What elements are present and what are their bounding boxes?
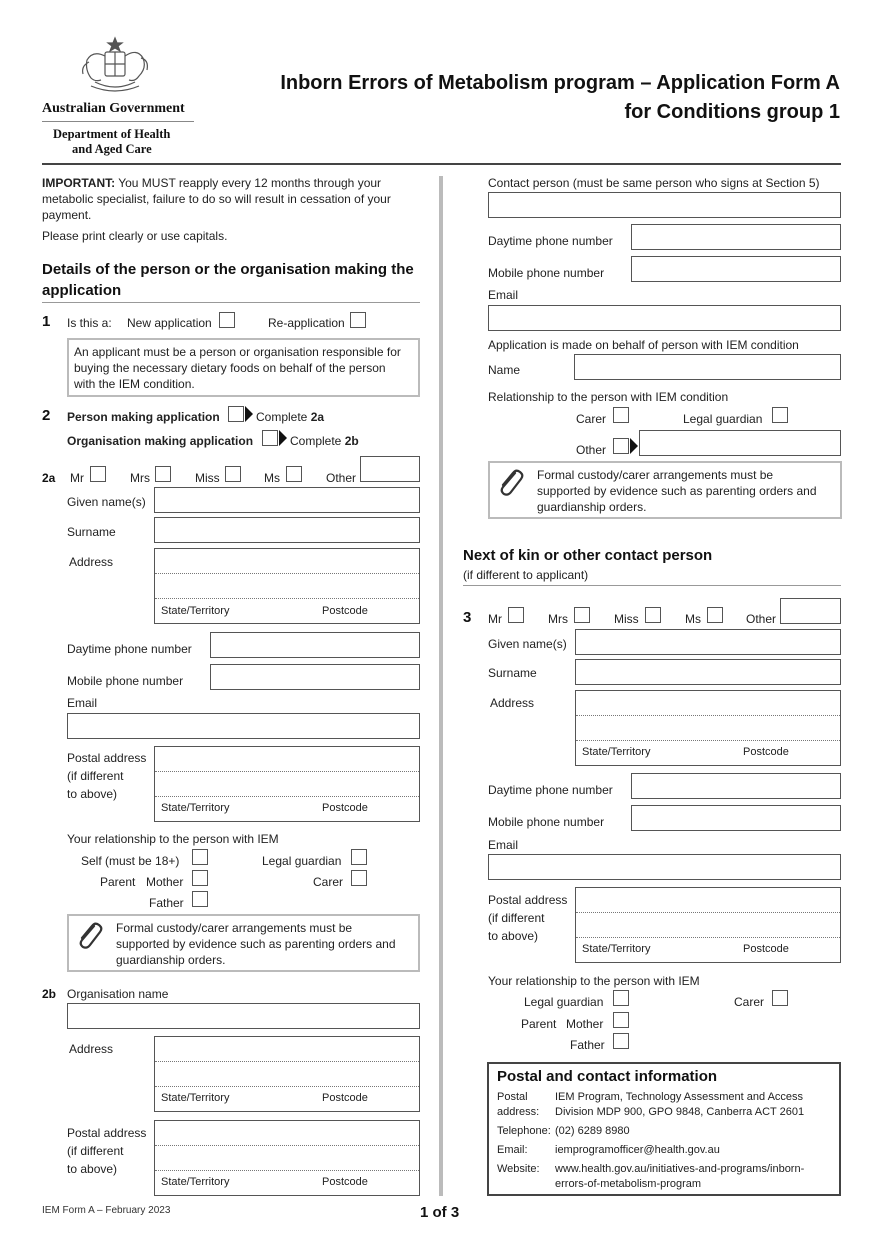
postal-state-label: State/Territory — [161, 802, 230, 814]
important-text-1: You MUST reapply every 12 months through your — [115, 176, 382, 190]
question-1-number: 1 — [42, 313, 51, 330]
behalf-legal-guardian-label: Legal guardian — [683, 412, 763, 426]
nok-rel-father-checkbox[interactable] — [613, 1033, 629, 1049]
org-postal-line-divider — [155, 1145, 419, 1146]
nok-email-field[interactable] — [488, 854, 841, 880]
page-number: 1 of 3 — [420, 1204, 460, 1221]
org-name-field[interactable] — [67, 1003, 420, 1029]
dept-line-2: and Aged Care — [72, 142, 152, 156]
nok-rel-mother-checkbox[interactable] — [613, 1012, 629, 1028]
next-of-kin-heading: Next of kin or other contact person — [463, 547, 713, 564]
title-other-label: Other — [326, 471, 357, 485]
nok-title-miss-label: Miss — [614, 612, 639, 626]
nok-address-line-divider — [576, 715, 840, 716]
behalf-name-label: Name — [488, 363, 521, 377]
print-clearly-text: Please print clearly or use capitals. — [42, 229, 228, 243]
q2-org-complete — [290, 434, 359, 448]
postal-info-email-value[interactable]: iemprogramofficer@health.gov.au — [555, 1144, 720, 1156]
postal-info-postal-value-2: Division MDP 900, GPO 9848, Canberra ACT 2601 — [555, 1106, 805, 1118]
org-postal-line-divider — [155, 1170, 419, 1171]
dept-line-1: Department of Health — [53, 127, 171, 141]
contact-daytime-phone-field[interactable] — [631, 224, 841, 250]
org-postal-postcode-label: Postcode — [322, 1176, 368, 1188]
important-text-2: metabolic specialist, failure to do so will result in cessation of your — [42, 192, 391, 206]
question-2-number: 2 — [42, 407, 51, 424]
nok-title-ms-label: Ms — [685, 612, 701, 626]
custody-note-line-1: Formal custody/carer arrangements must be — [116, 921, 353, 935]
nok-postal-postcode-label: Postcode — [743, 943, 789, 955]
next-of-kin-subheading: (if different to applicant) — [463, 568, 589, 582]
postal-info-telephone-value: (02) 6289 8980 — [555, 1125, 630, 1137]
nok-daytime-phone-label: Daytime phone number — [488, 783, 613, 797]
surname-field[interactable] — [154, 517, 420, 543]
nok-rel-carer-checkbox[interactable] — [772, 990, 788, 1006]
new-application-checkbox[interactable] — [219, 312, 235, 328]
rel-father-label: Father — [149, 896, 184, 910]
nok-relationship-label: Your relationship to the person with IEM — [488, 974, 700, 988]
page-title-line-1: Inborn Errors of Metabolism program – Application Form A — [280, 72, 840, 94]
org-postal-label-1: Postal address — [67, 1126, 147, 1140]
arrow-right-icon — [630, 438, 638, 454]
nok-address-postcode-label: Postcode — [743, 746, 789, 758]
behalf-label: Application is made on behalf of person with IEM condition — [488, 338, 799, 352]
org-address-state-label: State/Territory — [161, 1092, 230, 1104]
title-other-field[interactable] — [360, 456, 420, 482]
daytime-phone-field[interactable] — [210, 632, 420, 658]
header-rule — [42, 163, 841, 165]
gov-name: Australian Government — [42, 101, 185, 116]
rel-mother-label: Mother — [146, 875, 184, 889]
postal-address-label-2: (if different — [67, 769, 124, 783]
nok-address-line-divider — [576, 740, 840, 741]
rel-mother-checkbox[interactable] — [192, 870, 208, 886]
relationship-label: Your relationship to the person with IEM — [67, 832, 279, 846]
contact-person-label: Contact person (must be same person who signs at Section 5) — [488, 176, 820, 190]
postal-info-telephone-label: Telephone: — [497, 1125, 551, 1137]
contact-daytime-phone-label: Daytime phone number — [488, 234, 613, 248]
contact-mobile-phone-label: Mobile phone number — [488, 266, 605, 280]
important-text-3: payment. — [42, 208, 92, 222]
person-making-application-checkbox[interactable] — [228, 406, 244, 422]
postal-postcode-label: Postcode — [322, 802, 368, 814]
rel-carer-label: Carer — [313, 875, 344, 889]
custody-note-line-3: guardianship orders. — [116, 953, 226, 967]
nok-rel-mother-label: Mother — [566, 1017, 604, 1031]
q2-org-complete-text: Complete — [290, 434, 342, 448]
title-mr-checkbox[interactable] — [90, 466, 106, 482]
paperclip-icon — [74, 920, 104, 955]
next-of-kin-rule — [463, 585, 841, 586]
applicant-heading-line-2: application — [42, 282, 122, 299]
question-2a-number: 2a — [42, 471, 56, 485]
nok-title-mr-label: Mr — [488, 612, 502, 626]
behalf-carer-label: Carer — [576, 412, 607, 426]
title-mr-label: Mr — [70, 471, 84, 485]
rel-self-checkbox[interactable] — [192, 849, 208, 865]
form-id: IEM Form A – February 2023 — [42, 1205, 171, 1216]
nok-rel-parent-label: Parent — [521, 1017, 557, 1031]
title-mrs-label: Mrs — [130, 471, 150, 485]
org-address-line-divider — [155, 1086, 419, 1087]
title-mrs-checkbox[interactable] — [155, 466, 171, 482]
nok-mobile-phone-field[interactable] — [631, 805, 841, 831]
arrow-right-icon — [279, 430, 287, 446]
q1-re-label: Re-application — [268, 316, 345, 330]
contact-email-label: Email — [488, 288, 519, 302]
q2-org-target: 2b — [344, 434, 359, 448]
title-miss-checkbox[interactable] — [225, 466, 241, 482]
nok-title-miss-checkbox[interactable] — [645, 607, 661, 623]
postal-address-label-1: Postal address — [67, 751, 147, 765]
daytime-phone-label: Daytime phone number — [67, 642, 192, 656]
nok-title-ms-checkbox[interactable] — [707, 607, 723, 623]
q2-person-label: Person making application — [67, 410, 220, 424]
rel-carer-checkbox[interactable] — [351, 870, 367, 886]
arrow-right-icon — [245, 406, 253, 422]
nok-surname-label: Surname — [488, 666, 537, 680]
paperclip-icon — [495, 467, 525, 502]
nok-title-other-field[interactable] — [780, 598, 841, 624]
contact-email-field[interactable] — [488, 305, 841, 331]
coat-of-arms-icon — [75, 36, 155, 98]
nok-rel-legal-guardian-checkbox[interactable] — [613, 990, 629, 1006]
org-postal-state-label: State/Territory — [161, 1176, 230, 1188]
q1-label: Is this a: — [67, 316, 112, 330]
given-names-field[interactable] — [154, 487, 420, 513]
title-ms-checkbox[interactable] — [286, 466, 302, 482]
behalf-carer-checkbox[interactable] — [613, 407, 629, 423]
nok-title-mr-checkbox[interactable] — [508, 607, 524, 623]
q2-person-complete-text: Complete — [256, 410, 308, 424]
org-address-postcode-label: Postcode — [322, 1092, 368, 1104]
org-address-label: Address — [69, 1042, 114, 1056]
q2-person-target: 2a — [310, 410, 325, 424]
rel-self-label: Self (must be 18+) — [81, 854, 180, 868]
title-ms-label: Ms — [264, 471, 280, 485]
postal-info-email-label: Email: — [497, 1144, 528, 1156]
address-line-divider — [155, 573, 419, 574]
org-postal-label-3: to above) — [67, 1162, 118, 1176]
custody-note-line-2: supported by evidence such as parenting orders and — [116, 937, 396, 951]
q2-org-label: Organisation making application — [67, 434, 254, 448]
applicant-heading-line-1: Details of the person or the organisation making the — [42, 261, 414, 278]
nok-postal-state-label: State/Territory — [582, 943, 651, 955]
postal-line-divider — [155, 796, 419, 797]
nok-given-names-field[interactable] — [575, 629, 841, 655]
address-label: Address — [69, 555, 114, 569]
surname-label: Surname — [67, 525, 116, 539]
applicant-note-line-1: An applicant must be a person or organisation responsible for — [74, 345, 401, 359]
q1-new-label: New application — [127, 316, 212, 330]
nok-rel-legal-guardian-label: Legal guardian — [524, 995, 604, 1009]
address-postcode-label: Postcode — [322, 605, 368, 617]
postal-address-label-3: to above) — [67, 787, 118, 801]
rel-parent-label: Parent — [100, 875, 136, 889]
address-state-label: State/Territory — [161, 605, 230, 617]
q2-person-complete — [256, 410, 324, 424]
org-postal-label-2: (if different — [67, 1144, 124, 1158]
postal-info-postal-label-2: address: — [497, 1106, 540, 1118]
behalf-custody-note-line-1: Formal custody/carer arrangements must be — [537, 468, 774, 482]
nok-title-mrs-label: Mrs — [548, 612, 568, 626]
behalf-name-field[interactable] — [574, 354, 841, 380]
behalf-custody-note-line-3: guardianship orders. — [537, 500, 647, 514]
postal-info-website-label: Website: — [497, 1163, 540, 1175]
behalf-relationship-label: Relationship to the person with IEM condition — [488, 390, 729, 404]
applicant-note-line-3: with the IEM condition. — [74, 377, 195, 391]
nok-given-names-label: Given name(s) — [488, 637, 567, 651]
nok-mobile-phone-label: Mobile phone number — [488, 815, 605, 829]
important-notice — [42, 176, 381, 190]
nok-daytime-phone-field[interactable] — [631, 773, 841, 799]
org-name-label: Organisation name — [67, 987, 169, 1001]
nok-surname-field[interactable] — [575, 659, 841, 685]
nok-postal-line-divider — [576, 937, 840, 938]
postal-info-postal-label-1: Postal — [497, 1091, 528, 1103]
rel-legal-guardian-label: Legal guardian — [262, 854, 342, 868]
title-miss-label: Miss — [195, 471, 220, 485]
behalf-other-field[interactable] — [639, 430, 841, 456]
postal-info-website-value-2[interactable]: errors-of-metabolism-program — [555, 1178, 702, 1190]
nok-title-other-label: Other — [746, 612, 777, 626]
applicant-heading-rule — [42, 302, 420, 303]
nok-rel-father-label: Father — [570, 1038, 605, 1052]
behalf-legal-guardian-checkbox[interactable] — [772, 407, 788, 423]
postal-info-website-value-1[interactable]: www.health.gov.au/initiatives-and-programs/inborn- — [555, 1163, 805, 1175]
email-field[interactable] — [67, 713, 420, 739]
organisation-making-application-checkbox[interactable] — [262, 430, 278, 446]
mobile-phone-label: Mobile phone number — [67, 674, 184, 688]
gov-divider — [42, 121, 194, 122]
nok-postal-label-3: to above) — [488, 929, 539, 943]
nok-title-mrs-checkbox[interactable] — [574, 607, 590, 623]
nok-postal-label-2: (if different — [488, 911, 545, 925]
column-divider — [439, 176, 443, 1196]
postal-info-postal-value-1: IEM Program, Technology Assessment and Access — [555, 1091, 804, 1103]
question-2b-number: 2b — [42, 987, 57, 1001]
important-label: IMPORTANT: — [42, 176, 116, 190]
re-application-checkbox[interactable] — [350, 312, 366, 328]
rel-legal-guardian-checkbox[interactable] — [351, 849, 367, 865]
page-title-line-2: for Conditions group 1 — [624, 101, 840, 123]
email-label: Email — [67, 696, 98, 710]
contact-mobile-phone-field[interactable] — [631, 256, 841, 282]
org-address-line-divider — [155, 1061, 419, 1062]
mobile-phone-field[interactable] — [210, 664, 420, 690]
nok-address-state-label: State/Territory — [582, 746, 651, 758]
question-3-number: 3 — [463, 609, 472, 626]
nok-rel-carer-label: Carer — [734, 995, 765, 1009]
nok-postal-label-1: Postal address — [488, 893, 568, 907]
postal-info-heading: Postal and contact information — [497, 1068, 718, 1085]
behalf-other-checkbox[interactable] — [613, 438, 629, 454]
applicant-note-line-2: buying the necessary dietary foods on behalf of the person — [74, 361, 386, 375]
behalf-other-label: Other — [576, 443, 607, 457]
nok-address-label: Address — [490, 696, 535, 710]
contact-person-field[interactable] — [488, 192, 841, 218]
given-names-label: Given name(s) — [67, 495, 146, 509]
nok-email-label: Email — [488, 838, 519, 852]
nok-postal-line-divider — [576, 912, 840, 913]
address-line-divider — [155, 598, 419, 599]
postal-line-divider — [155, 771, 419, 772]
rel-father-checkbox[interactable] — [192, 891, 208, 907]
behalf-custody-note-line-2: supported by evidence such as parenting orders and — [537, 484, 817, 498]
